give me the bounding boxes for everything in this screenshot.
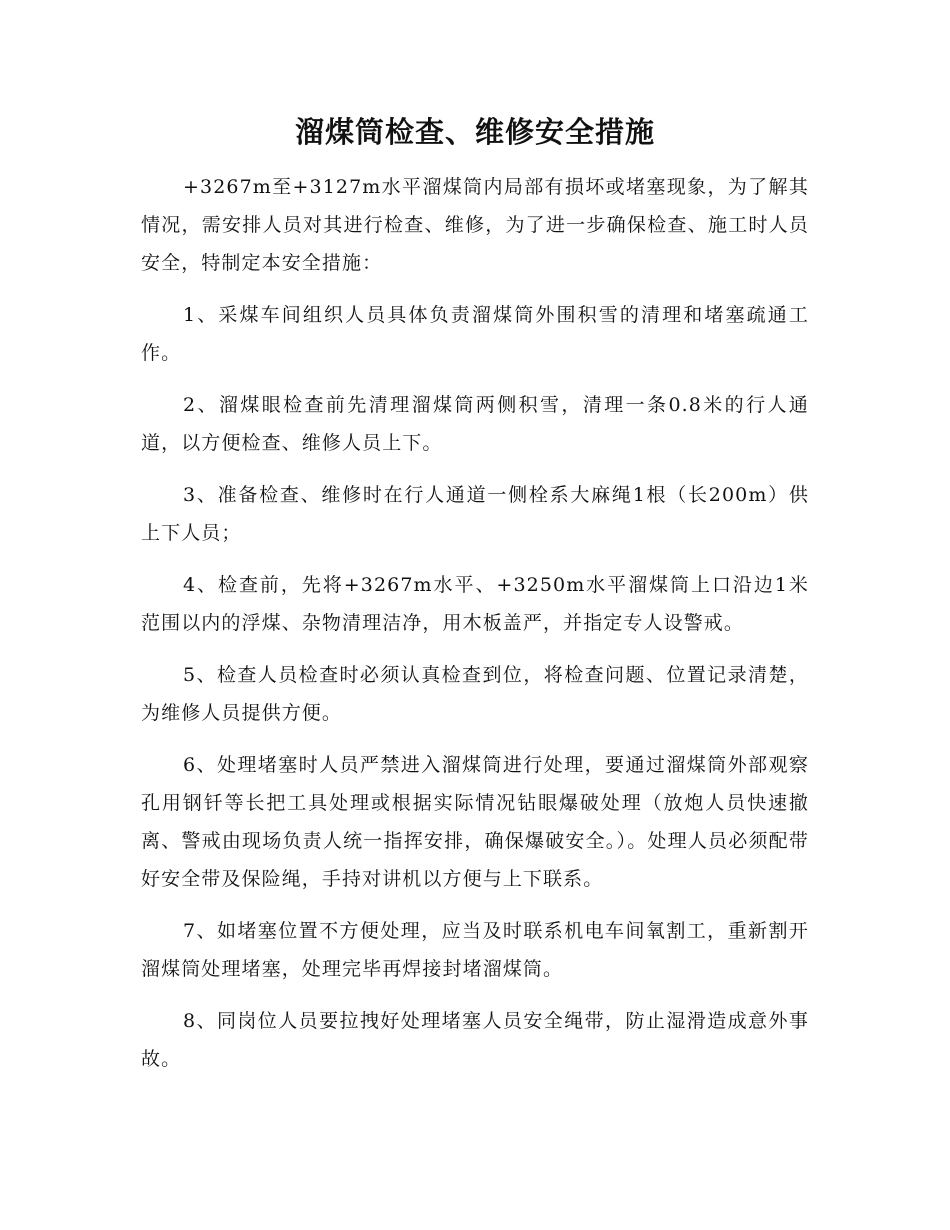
measure-item-2: 2、溜煤眼检查前先清理溜煤筒两侧积雪，清理一条0.8米的行人通道，以方便检查、维修人员上下。 bbox=[141, 394, 809, 454]
measure-item-5: 5、检查人员检查时必须认真检查到位，将检查问题、位置记录清楚，为维修人员提供方便。 bbox=[141, 664, 809, 724]
measure-item-4: 4、检查前，先将+3267m水平、+3250m水平溜煤筒上口沿边1米范围以内的浮煤、杂物清理洁净，用木板盖严，并指定专人设警戒。 bbox=[141, 574, 809, 634]
document-body bbox=[141, 168, 809, 1092]
measure-item-6: 6、处理堵塞时人员严禁进入溜煤筒进行处理，要通过溜煤筒外部观察孔用钢钎等长把工具处理或根据实际情况钻眼爆破处理（放炮人员快速撤离、警戒由现场负责人统一指挥安排，确保爆破安全。）。处理人员必须配带好安全带及保险绳，手持对讲机以方便与上下联系。 bbox=[141, 754, 809, 890]
measure-item-8: 8、同岗位人员要拉拽好处理堵塞人员安全绳带，防止湿滑造成意外事故。 bbox=[141, 1010, 809, 1070]
measure-item-1: 1、采煤车间组织人员具体负责溜煤筒外围积雪的清理和堵塞疏通工作。 bbox=[141, 304, 809, 364]
document-title: 溜煤筒检查、维修安全措施 bbox=[294, 115, 655, 149]
measure-item-3: 3、准备检查、维修时在行人通道一侧栓系大麻绳1根（长200m）供上下人员； bbox=[141, 484, 809, 544]
intro-paragraph: +3267m至+3127m水平溜煤筒内局部有损坏或堵塞现象，为了解其情况，需安排人员对其进行检查、维修，为了进一步确保检查、施工时人员安全，特制定本安全措施： bbox=[141, 176, 809, 274]
measure-item-7: 7、如堵塞位置不方便处理，应当及时联系机电车间氧割工，重新割开溜煤筒处理堵塞，处理完毕再焊接封堵溜煤筒。 bbox=[141, 920, 809, 980]
